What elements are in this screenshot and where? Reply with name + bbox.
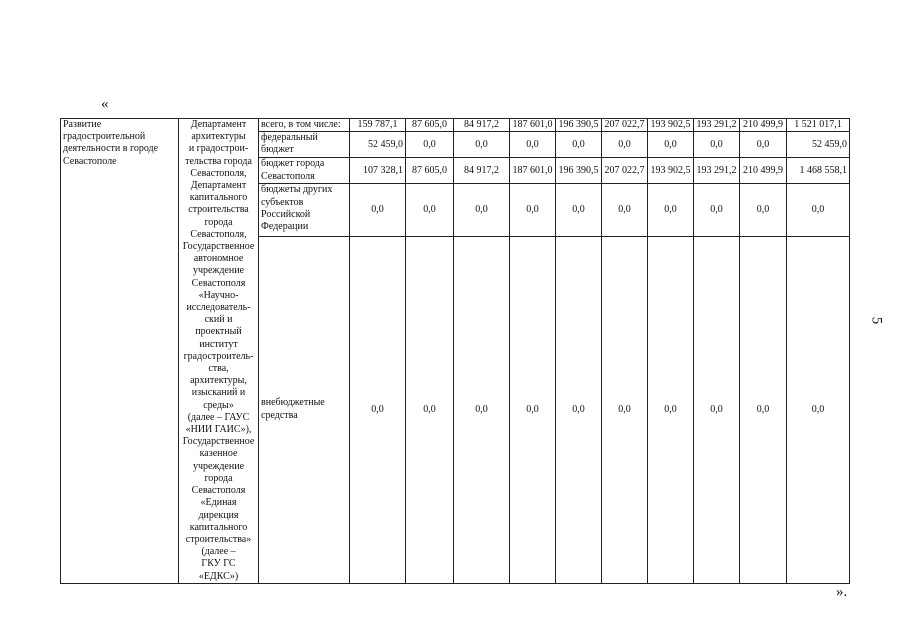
executor-line: ГКУ ГС «ЕДКС») [198,558,239,582]
executor-line: капитального [189,192,248,204]
executor-line: и градострои- [188,143,249,155]
value-cell: 0,0 [454,132,510,158]
executor-line: Севастополя, [190,228,247,240]
funding-source-cell: всего, в том числе: [259,119,350,132]
value-cell: 0,0 [740,236,787,583]
funding-source-cell: внебюджетные средства [259,236,350,583]
value-cell: 0,0 [510,184,556,236]
executor-line: «Единая [200,497,237,509]
value-cell: 0,0 [694,132,740,158]
value-cell: 207 022,7 [602,119,648,132]
executor-line: Государственное [182,436,255,448]
executor-line: казенное [199,448,238,460]
executor-line: капитального [189,521,248,533]
executor-line: автономное [193,253,244,265]
value-cell: 0,0 [602,236,648,583]
value-cell: 196 390,5 [556,119,602,132]
value-cell: 196 390,5 [556,158,602,184]
executor-line: Севастополя [191,485,246,497]
value-cell: 0,0 [454,184,510,236]
value-cell: 1 468 558,1 [787,158,850,184]
page-number: 5 [868,316,885,325]
table-row [61,119,850,132]
closing-quote-mark: ». [836,584,848,600]
value-cell: 0,0 [787,236,850,583]
executor-line: Департамент [190,119,247,130]
value-cell: 0,0 [510,132,556,158]
value-cell: 0,0 [556,236,602,583]
value-cell: 187 601,0 [510,158,556,184]
value-cell: 0,0 [694,184,740,236]
value-cell: 0,0 [740,132,787,158]
value-cell: 0,0 [454,236,510,583]
value-cell: 0,0 [648,236,694,583]
value-cell: 52 459,0 [350,132,406,158]
executor-line: Севастополя [191,277,246,289]
value-cell: 0,0 [602,132,648,158]
value-cell: 87 605,0 [406,119,454,132]
value-cell: 0,0 [406,184,454,236]
value-cell: 193 902,5 [648,158,694,184]
value-cell: 1 521 017,1 [787,119,850,132]
value-cell: 0,0 [648,132,694,158]
executor-line: строительства [188,204,249,216]
executor-line: институт [199,338,238,350]
executor-line: ский и проектный [195,314,242,338]
value-cell: 193 902,5 [648,119,694,132]
value-cell: 0,0 [556,184,602,236]
value-cell: 84 917,2 [454,158,510,184]
executor-line: Департамент [190,180,247,192]
value-cell: 0,0 [510,236,556,583]
value-cell: 193 291,2 [694,158,740,184]
executor-line: ства, [208,363,229,375]
executor-line: «НИИ ГАИС»), [185,424,252,436]
value-cell: 0,0 [740,184,787,236]
program-name-cell: Развитие градостроительной деятельности в городе Севастополе [61,119,179,584]
budget-table [60,118,850,584]
value-cell: 107 328,1 [350,158,406,184]
executor-line: города [204,216,233,228]
executor-line: учреждение [192,265,245,277]
value-cell: 0,0 [406,132,454,158]
value-cell: 0,0 [787,184,850,236]
value-cell: 87 605,0 [406,158,454,184]
value-cell: 193 291,2 [694,119,740,132]
executor-line: (далее – ГАУС [187,411,250,423]
value-cell: 210 499,9 [740,158,787,184]
executor-line: архитектуры [191,131,246,143]
funding-source-cell: бюджет города Севастополя [259,158,350,184]
opening-quote-mark: « [101,96,109,112]
value-cell: 159 787,1 [350,119,406,132]
executor-line: «Научно- [198,289,239,301]
executor-line: среды» [203,399,234,411]
executor-line: градостроитель- [183,350,254,362]
executor-line: учреждение [192,460,245,472]
value-cell: 0,0 [556,132,602,158]
executor-line: дирекция [198,509,239,521]
executor-line: Севастополя, [190,167,247,179]
executor-line: исследователь- [186,302,251,314]
executor-line: Государственное [182,241,255,253]
value-cell: 0,0 [406,236,454,583]
funding-source-cell: бюджеты других субъектов Российской Федерации [259,184,350,236]
value-cell: 210 499,9 [740,119,787,132]
value-cell: 0,0 [602,184,648,236]
funding-source-cell: федеральный бюджет [259,132,350,158]
value-cell: 84 917,2 [454,119,510,132]
value-cell: 52 459,0 [787,132,850,158]
value-cell: 187 601,0 [510,119,556,132]
executors-list [181,119,256,583]
executor-line: строительства» [185,533,252,545]
value-cell: 0,0 [648,184,694,236]
value-cell: 0,0 [350,236,406,583]
value-cell: 207 022,7 [602,158,648,184]
executor-line: архитектуры, [190,375,247,387]
executor-line: (далее – [201,546,236,558]
executor-line: тельства города [185,155,252,167]
executor-line: изысканий и [191,387,246,399]
executors-cell [179,119,259,584]
value-cell: 0,0 [350,184,406,236]
executor-line: города [204,472,233,484]
value-cell: 0,0 [694,236,740,583]
